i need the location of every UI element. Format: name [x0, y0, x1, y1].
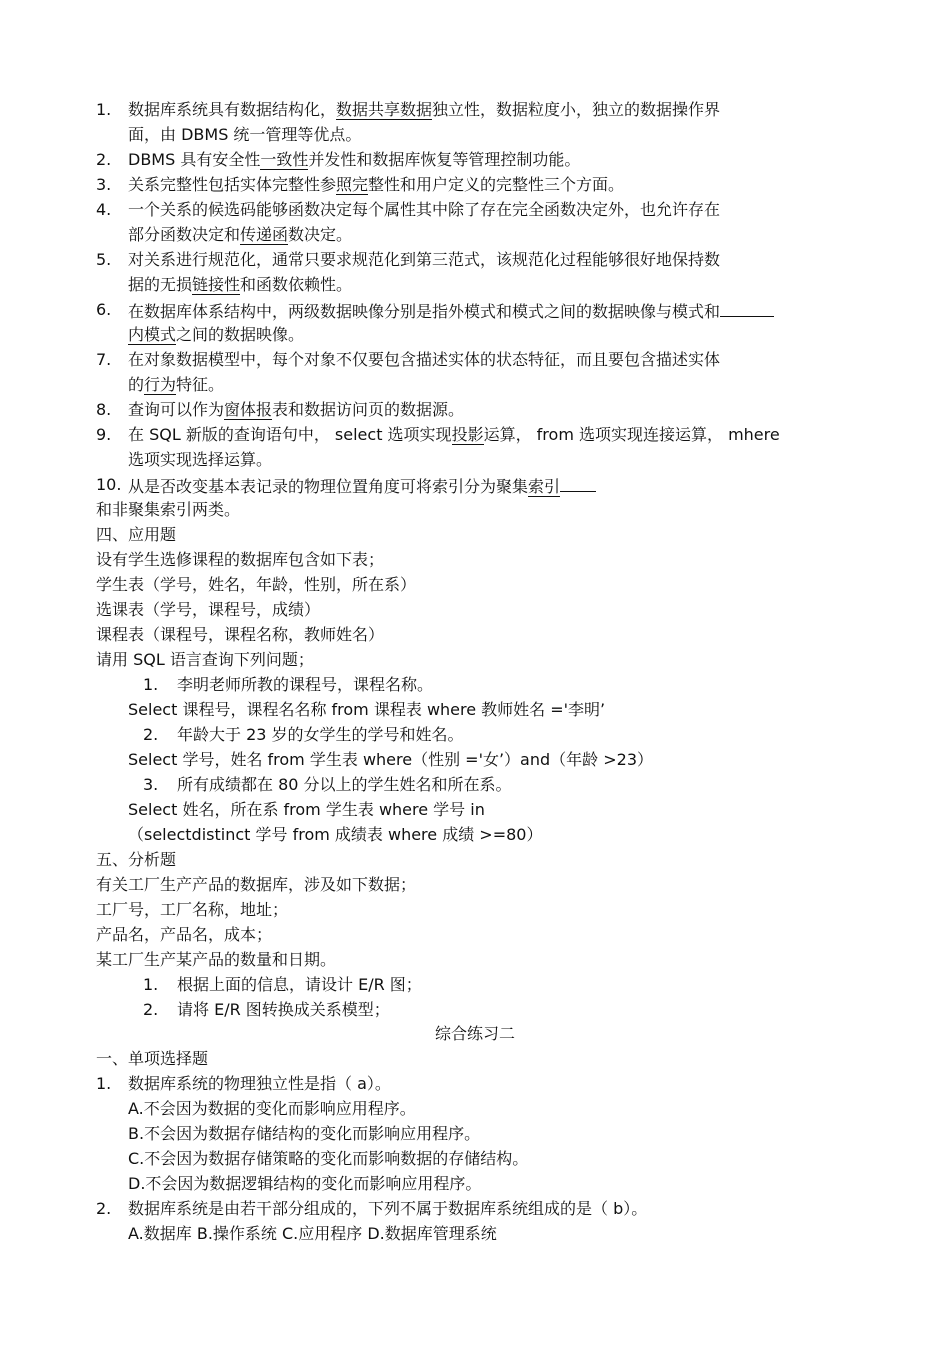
s4-a2: Select 学号，姓名 from 学生表 where（性别 ='女’）and（年龄 >23） [128, 750, 654, 769]
mc-q1-option-d: D.不会因为数据逻辑结构的变化而影响应用程序。 [128, 1174, 482, 1193]
q1-answer: 数据共享数据 [336, 100, 433, 119]
q10-text: 从是否改变基本表记录的物理位置角度可将索引分为聚集 [128, 477, 529, 496]
mc-q1-number: 1. [96, 1074, 112, 1093]
q9-line1 [128, 425, 780, 447]
q3-answer: 照完 [336, 175, 369, 194]
q9-text: 在 SQL 新版的查询语句中， select 选项实现 [128, 425, 452, 444]
mc-q1-option-c: C.不会因为数据存储策略的变化而影响数据的存储结构。 [128, 1149, 529, 1168]
q5-answer: 链接性 [192, 275, 241, 294]
q10-number: 10. [96, 475, 122, 494]
mc-q1: 数据库系统的物理独立性是指（ a）。 [128, 1074, 391, 1093]
section5-intro: 有关工厂生产产品的数据库，涉及如下数据； [96, 875, 417, 894]
s4-a3-line1: Select 姓名，所在系 from 学生表 where 学号 in [128, 800, 485, 819]
table-student: 学生表（学号，姓名，年龄，性别，所在系） [96, 575, 417, 594]
section5-title: 五、分析题 [96, 850, 177, 869]
s4-p3-number: 3. [143, 775, 159, 794]
s4-p2: 年龄大于 23 岁的女学生的学号和姓名。 [177, 725, 464, 744]
section5-data2: 产品名，产品名，成本； [96, 925, 273, 944]
q4-answer: 传递函 [240, 225, 289, 244]
s4-p1: 李明老师所教的课程号，课程名称。 [177, 675, 434, 694]
q1-text-rest: 独立性，数据粒度小，独立的数据操作界 [432, 100, 721, 119]
q7-line2 [128, 375, 224, 397]
q4-number: 4. [96, 200, 112, 219]
q10-blank [560, 475, 596, 492]
q8-line [128, 400, 464, 422]
s5-p1: 根据上面的信息，请设计 E/R 图； [177, 975, 422, 994]
s4-p2-number: 2. [143, 725, 159, 744]
q7-text-rest: 特征。 [176, 375, 225, 394]
mc-q1-option-a: A.不会因为数据的变化而影响应用程序。 [128, 1099, 416, 1118]
q9-number: 9. [96, 425, 112, 444]
q6-text: 在数据库体系结构中，两级数据映像分别是指外模式和模式之间的数据映像与模式和 [128, 302, 721, 321]
s5-p2: 请将 E/R 图转换成关系模型； [177, 1000, 390, 1019]
q8-answer: 窗体报 [224, 400, 273, 419]
section5-data1: 工厂号，工厂名称，地址； [96, 900, 289, 919]
q7-text: 的 [128, 375, 145, 394]
q10-answer: 索引 [528, 477, 561, 496]
q4-line1: 一个关系的候选码能够函数决定每个属性其中除了存在完全函数决定外，也允许存在 [128, 200, 721, 219]
section4-title: 四、应用题 [96, 525, 177, 544]
q7-answer: 行为 [144, 375, 177, 394]
section4-ask: 请用 SQL 语言查询下列问题； [96, 650, 314, 669]
q5-text-rest: 和函数依赖性。 [240, 275, 353, 294]
q7-line1: 在对象数据模型中，每个对象不仅要包含描述实体的状态特征，而且要包含描述实体 [128, 350, 721, 369]
q8-text-rest: 表和数据访问页的数据源。 [272, 400, 465, 419]
q6-blank [720, 300, 774, 317]
q1-line2: 面，由 DBMS 统一管理等优点。 [128, 125, 362, 144]
s4-a1: Select 课程号，课程名名称 from 课程表 where 教师姓名 ='李明’ [128, 700, 606, 719]
q6-line1 [128, 300, 774, 322]
q6-number: 6. [96, 300, 112, 319]
q3-text: 关系完整性包括实体完整性参 [128, 175, 337, 194]
s4-p1-number: 1. [143, 675, 159, 694]
mc-q2-number: 2. [96, 1199, 112, 1218]
q5-line2 [128, 275, 352, 297]
q5-line1: 对关系进行规范化，通常只要求规范化到第三范式，该规范化过程能够很好地保持数 [128, 250, 721, 269]
q6-answer: 内模式 [128, 325, 177, 344]
q5-number: 5. [96, 250, 112, 269]
s4-a3-line2: （selectdistinct 学号 from 成绩表 where 成绩 >=80） [128, 825, 543, 844]
q9-answer: 投影 [451, 425, 484, 444]
q2-text: DBMS 具有安全性 [128, 150, 261, 169]
q3-number: 3. [96, 175, 112, 194]
s4-p3: 所有成绩都在 80 分以上的学生姓名和所在系。 [177, 775, 512, 794]
s5-p1-number: 1. [143, 975, 159, 994]
q5-text: 据的无损 [128, 275, 193, 294]
q2-answer: 一致性 [260, 150, 309, 169]
q6-line2 [128, 325, 304, 347]
q3-text-rest: 整性和用户定义的完整性三个方面。 [368, 175, 625, 194]
section4-intro: 设有学生选修课程的数据库包含如下表； [96, 550, 385, 569]
q10-line1 [128, 475, 596, 497]
q9-text-rest: 运算， from 选项实现连接运算， mhere [483, 425, 780, 444]
s5-p2-number: 2. [143, 1000, 159, 1019]
table-course: 课程表（课程号，课程名称，教师姓名） [96, 625, 385, 644]
q1-number: 1. [96, 100, 112, 119]
practice2-section1: 一、单项选择题 [96, 1049, 209, 1068]
q1-text: 数据库系统具有数据结构化， [128, 100, 337, 119]
q9-line2: 选项实现选择运算。 [128, 450, 273, 469]
practice2-title: 综合练习二 [434, 1024, 515, 1043]
q2-line [128, 150, 580, 172]
table-enroll: 选课表（学号，课程号，成绩） [96, 600, 321, 619]
mc-q2: 数据库系统是由若干部分组成的，下列不属于数据库系统组成的是（ b）。 [128, 1199, 648, 1218]
mc-q2-options: A.数据库 B.操作系统 C.应用程序 D.数据库管理系统 [128, 1224, 497, 1243]
q10-line2: 和非聚集索引两类。 [96, 500, 241, 519]
q3-line [128, 175, 624, 197]
q4-text-rest: 数决定。 [288, 225, 353, 244]
q4-line2 [128, 225, 352, 247]
q6-text-rest: 之间的数据映像。 [176, 325, 305, 344]
section5-data3: 某工厂生产某产品的数量和日期。 [96, 950, 337, 969]
q1-line1 [128, 100, 720, 122]
q4-text: 部分函数决定和 [128, 225, 241, 244]
q2-text-rest: 并发性和数据库恢复等管理控制功能。 [308, 150, 581, 169]
q7-number: 7. [96, 350, 112, 369]
q2-number: 2. [96, 150, 112, 169]
mc-q1-option-b: B.不会因为数据存储结构的变化而影响应用程序。 [128, 1124, 481, 1143]
q8-number: 8. [96, 400, 112, 419]
q8-text: 查询可以作为 [128, 400, 225, 419]
